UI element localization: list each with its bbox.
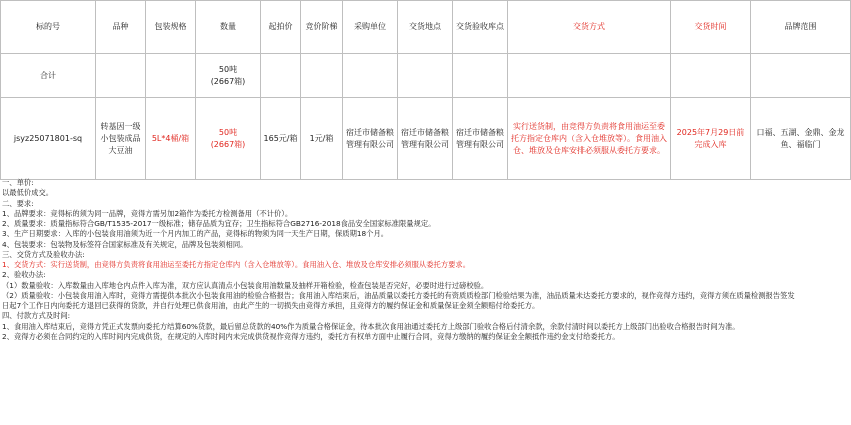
location-cell: 宿迁市储备粮管理有限公司 — [398, 98, 453, 180]
header-depot: 交货验收库点 — [453, 1, 508, 54]
header-start-price: 起拍价 — [261, 1, 301, 54]
header-quantity: 数量 — [196, 1, 261, 54]
method-cell: 实行送货制，由竞得方负责将食用油运至委托方指定仓库内（含入仓堆放等）。食用油入仓、堆放及仓库安排必须服从委托方要求。 — [508, 98, 671, 180]
header-spec: 包装规格 — [146, 1, 196, 54]
total-qty-tons: 50吨 — [218, 64, 238, 74]
variety-cell: 转基因一级小包装成品大豆油 — [96, 98, 146, 180]
note-line: 2、质量要求：质量指标符合GB/T1535-2017一级标准；储存品质为宜存；卫生指标符合GB2716-2018食品安全国家标准限量规定。 — [2, 219, 436, 228]
note-line: 三、交货方式及验收办法: — [2, 249, 85, 259]
note-line: 2、验收办法: — [2, 270, 46, 280]
qty-boxes: (2667箱) — [210, 139, 246, 149]
notes-section — [2, 178, 798, 342]
start-price-cell: 165元/箱 — [261, 98, 301, 180]
qty-tons: 50吨 — [218, 127, 238, 137]
note-line: （1）数量验收：入库数量由入库地仓内点件入库为准，双方应认真清点小包装食用油数量及抽样开箱检验，检查包装是否完好，必要时进行过磅校验。 — [2, 280, 489, 290]
quantity-cell — [196, 98, 261, 180]
auction-table — [0, 0, 851, 180]
header-brands: 品牌范围 — [751, 1, 851, 54]
note-line: 以最低价成交。 — [2, 188, 54, 198]
total-qty-boxes: (2667箱) — [210, 76, 246, 86]
time-cell: 2025年7月29日前完成入库 — [671, 98, 751, 180]
note-line: （2）质量验收：小包装食用油入库时，竞得方需提供本批次小包装食用油的检验合格报告；食用油入库结束后，油品质量以委托方委托的有资质质检部门检验结果为准，油品质量未达委托方要求的，视作竞得方违约，竞得方须在质量检测报告签发日起7个工作日内向委托方退回已获得的货款，并自行处理已供食用油，由此产生的一切损失由竞得方承担，且竞得方的履约保证金和质量保证金须全额赔付给委托方。 — [2, 290, 795, 310]
note-line: 1、品牌要求：竞得标的须为同一品牌，竞得方需另加2箱作为委托方检测备用（不计价）。 — [2, 208, 293, 218]
total-row — [1, 54, 851, 98]
header-time: 交货时间 — [671, 1, 751, 54]
buyer-cell: 宿迁市储备粮管理有限公司 — [343, 98, 398, 180]
note-line: 一、单价: — [2, 178, 34, 187]
total-label: 合计 — [1, 54, 96, 98]
header-lot: 标的号 — [1, 1, 96, 54]
table-row — [1, 98, 851, 180]
note-line-delivery: 1、交货方式：实行送货制，由竞得方负责将食用油运至委托方指定仓库内（含入仓堆放等）。食用油入仓、堆放及仓库安排必须服从委托方要求。 — [2, 260, 470, 269]
header-step: 竞价阶梯 — [301, 1, 343, 54]
note-line: 四、付款方式及时间: — [2, 311, 71, 321]
spec-cell: 5L*4桶/箱 — [146, 98, 196, 180]
header-location: 交货地点 — [398, 1, 453, 54]
header-variety: 品种 — [96, 1, 146, 54]
note-line: 1、食用油入库结束后，竞得方凭正式发票向委托方结算60%货款，最后留总货款的40%作为质量合格保证金，待本批次食用油通过委托方上级部门验收合格后付清余款，余款付清时间以委托方上级部门出验收合格报告时间为准。 — [2, 321, 740, 331]
depot-cell: 宿迁市储备粮管理有限公司 — [453, 98, 508, 180]
step-cell: 1元/箱 — [301, 98, 343, 180]
note-line: 2、竞得方必须在合同约定的入库时间内完成供货，在规定的入库时间内未完成供货视作竞得方违约，委托方有权单方面中止履行合同，竞得方缴纳的履约保证金全额抵作违约金支付给委托方。 — [2, 331, 620, 341]
note-line: 4、包装要求：包装物及标签符合国家标准及有关规定，品牌及包装须相同。 — [2, 239, 248, 249]
header-method: 交货方式 — [508, 1, 671, 54]
brands-cell: 口福、五湖、金鼎、金龙鱼、福临门 — [751, 98, 851, 180]
table-header-row — [1, 1, 851, 54]
note-line: 二、要求: — [2, 198, 34, 208]
note-line: 3、生产日期要求：入库的小包装食用油须为近一个月内加工的产品，竞得标的物须为同一天生产日期，保质期18个月。 — [2, 229, 389, 239]
header-buyer: 采购单位 — [343, 1, 398, 54]
lot-number: jsyz25071801-sq — [1, 98, 96, 180]
total-quantity — [196, 54, 261, 98]
